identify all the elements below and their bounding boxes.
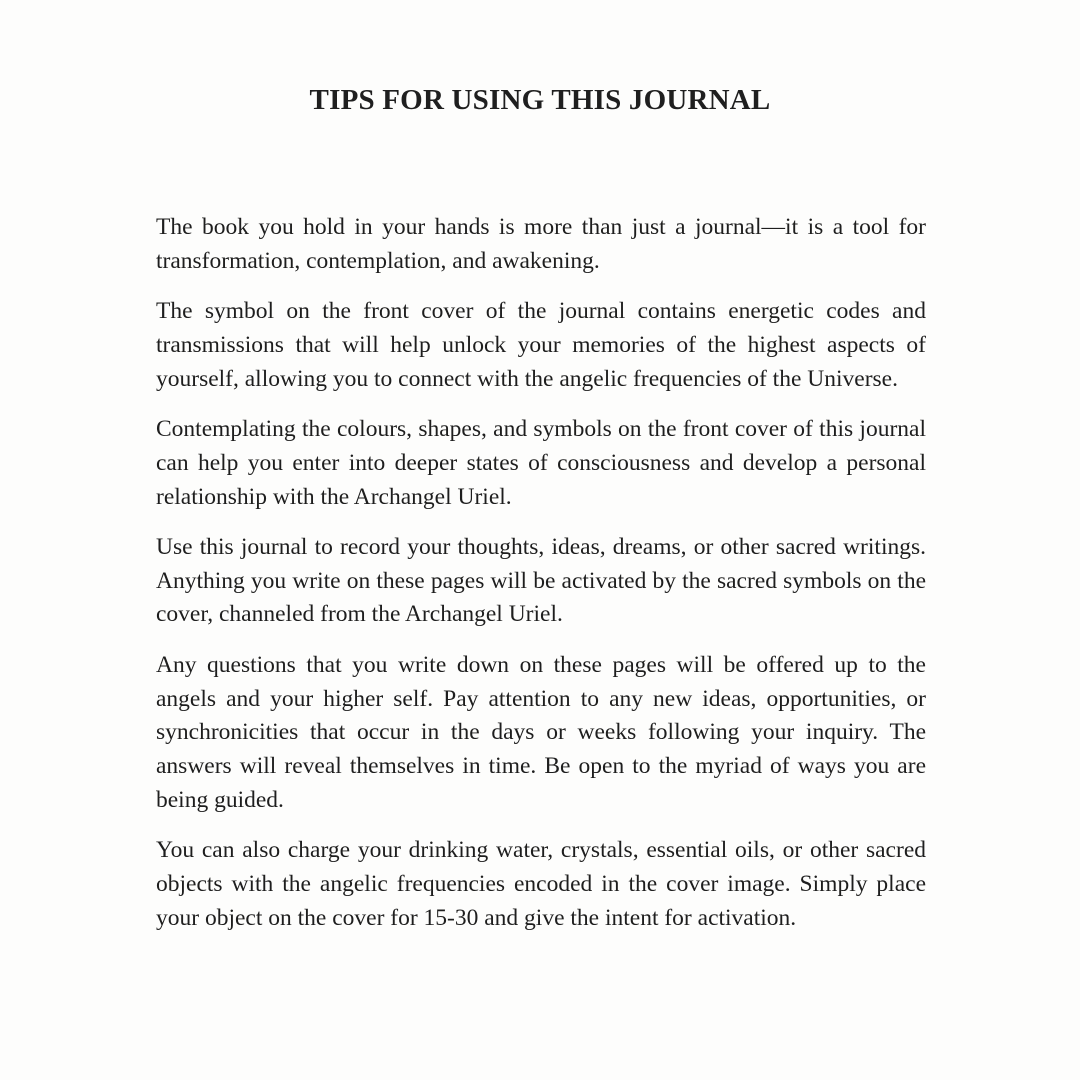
- paragraph-contemplating: Contemplating the colours, shapes, and symbols on the front cover of this journal can help you enter into deeper states of consciousness and develop a personal relationship with the Archangel Uriel.: [156, 415, 926, 510]
- page-body: [156, 211, 926, 952]
- paragraph-use: Use this journal to record your thoughts, ideas, dreams, or other sacred writings. Anything you write on these pages will be activated by the sacred symbols on the cover, channeled from the Archangel Uriel.: [156, 533, 926, 628]
- paragraph-charge: You can also charge your drinking water, crystals, essential oils, or other sacred objects with the angelic frequencies encoded in the cover image. Simply place your object on the cover for 15-30 and give the intent for activation.: [156, 837, 926, 931]
- paragraph-symbol: The symbol on the front cover of the journal contains energetic codes and transmissions that will help unlock your memories of the highest aspects of yourself, allowing you to connect with the angelic frequencies of the Universe.: [156, 298, 926, 392]
- paragraph-questions: Any questions that you write down on these pages will be offered up to the angels and your higher self. Pay attention to any new ideas, opportunities, or synchronicities that occur in the days or weeks following your inquiry. The answers will reveal themselves in time. Be open to the myriad of ways you are being guided.: [156, 651, 926, 813]
- paragraph-intro: The book you hold in your hands is more than just a journal—it is a tool for transformation, contemplation, and awakening.: [156, 214, 926, 274]
- page-title: TIPS FOR USING THIS JOURNAL: [309, 84, 771, 116]
